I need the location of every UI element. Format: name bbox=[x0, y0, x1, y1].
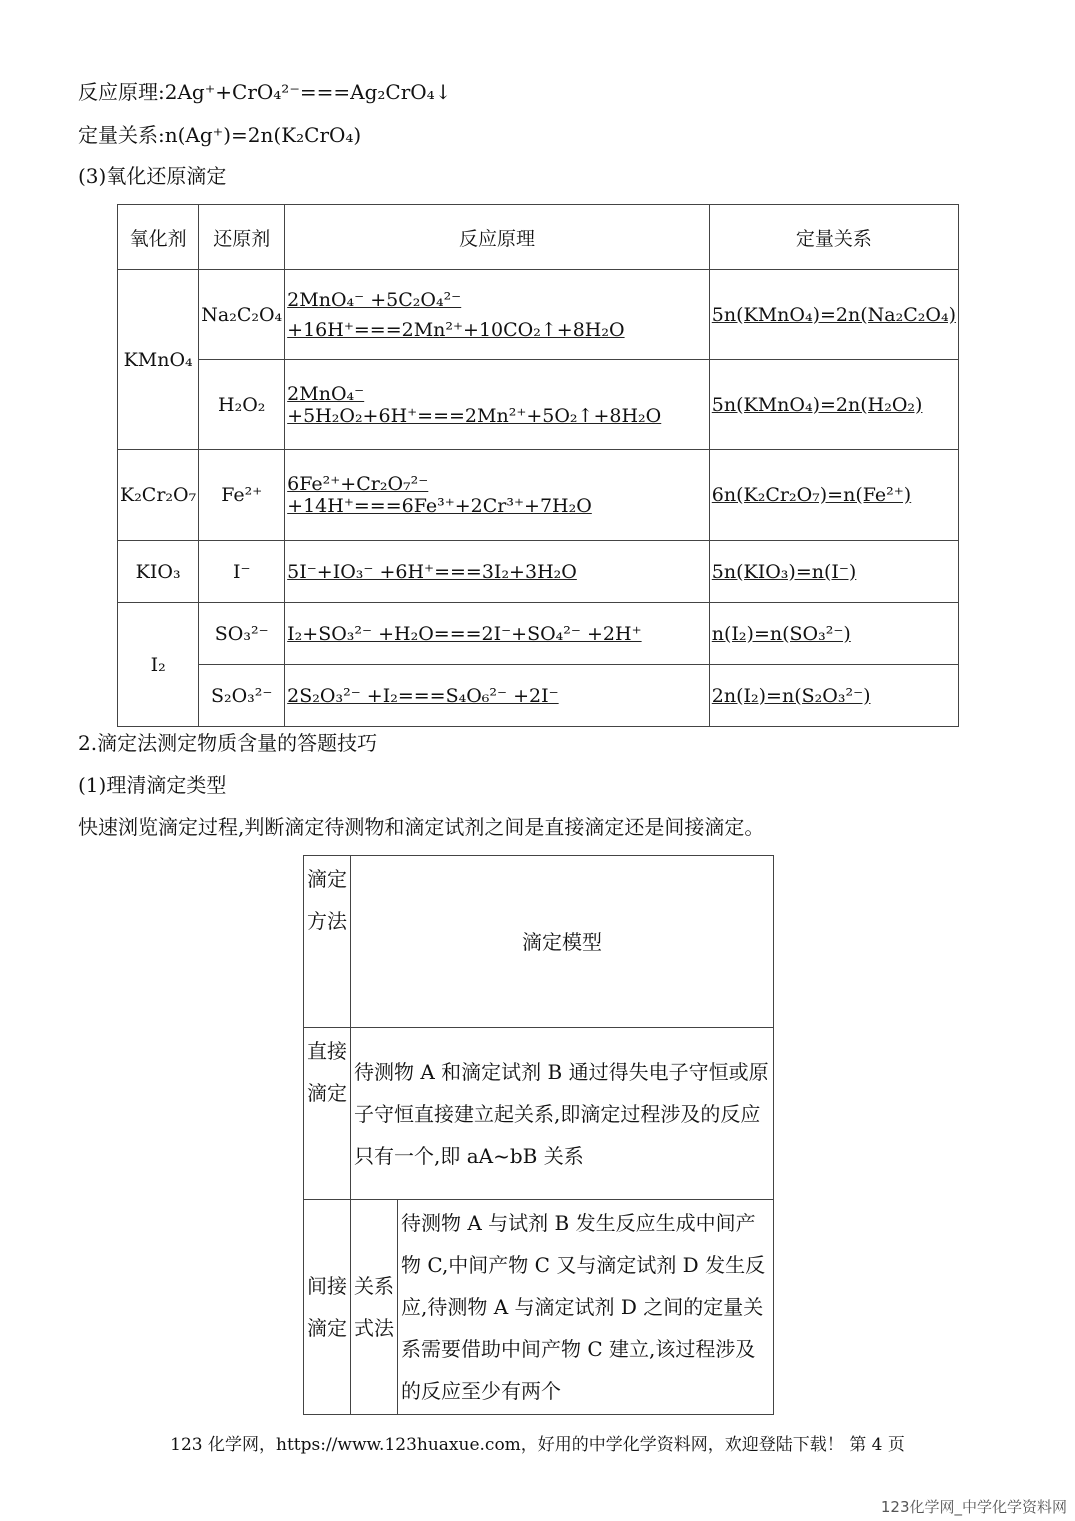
header-model: 滴定模型 bbox=[351, 856, 774, 1028]
site-watermark: 123化学网_中学化学资料网 bbox=[880, 1498, 1067, 1516]
equation-cell: 2S₂O₃²⁻ +I₂===S₄O₆²⁻ +2I⁻ bbox=[285, 665, 710, 727]
equation-cell: I₂+SO₃²⁻ +H₂O===2I⁻+SO₄²⁻ +2H⁺ bbox=[285, 603, 710, 665]
equation-cell: 5I⁻+IO₃⁻ +6H⁺===3I₂+3H₂O bbox=[285, 541, 710, 603]
indirect-titration-label: 间接滴定 bbox=[304, 1200, 351, 1415]
equation-cell: 6Fe²⁺+Cr₂O₇²⁻ +14H⁺===6Fe³⁺+2Cr³⁺+7H₂O bbox=[285, 450, 710, 541]
oxidant-kmno4: KMnO₄ bbox=[118, 270, 199, 450]
relation-cell: 2n(I₂)=n(S₂O₃²⁻) bbox=[709, 665, 958, 727]
quantitative-relation-line: 定量关系:n(Ag⁺)=2n(K₂CrO₄) bbox=[78, 123, 362, 147]
reductant-iodide: I⁻ bbox=[199, 541, 285, 603]
reaction-principle-line: 反应原理:2Ag⁺+CrO₄²⁻===Ag₂CrO₄↓ bbox=[78, 80, 452, 104]
header-principle: 反应原理 bbox=[285, 205, 710, 270]
relation-method-label: 关系式法 bbox=[351, 1200, 398, 1415]
relation-cell: 5n(KMnO₄)=2n(H₂O₂) bbox=[709, 360, 958, 450]
reductant-h2o2: H₂O₂ bbox=[199, 360, 285, 450]
relation-cell: 5n(KMnO₄)=2n(Na₂C₂O₄) bbox=[709, 270, 958, 360]
page-footer: 123 化学网，https://www.123huaxue.com，好用的中学化学资料网，欢迎登陆下载！ 第 4 页 bbox=[170, 1435, 905, 1455]
reductant-s2o3: S₂O₃²⁻ bbox=[199, 665, 285, 727]
header-method: 滴定方法 bbox=[304, 856, 351, 1028]
redox-titration-table bbox=[117, 204, 959, 727]
intro-paragraph: 快速浏览滴定过程,判断滴定待测物和滴定试剂之间是直接滴定还是间接滴定。 bbox=[78, 815, 765, 839]
relation-cell: 6n(K₂Cr₂O₇)=n(Fe²⁺) bbox=[709, 450, 958, 541]
equation-line-2: +16H⁺===2Mn²⁺+10CO₂↑+8H₂O bbox=[287, 318, 625, 341]
equation-cell bbox=[285, 270, 710, 360]
equation-cell: 2MnO₄⁻ +5H₂O₂+6H⁺===2Mn²⁺+5O₂↑+8H₂O bbox=[285, 360, 710, 450]
reductant-so3: SO₃²⁻ bbox=[199, 603, 285, 665]
header-oxidant: 氧化剂 bbox=[118, 205, 199, 270]
relation-cell: 5n(KIO₃)=n(I⁻) bbox=[709, 541, 958, 603]
equation-line-1: 2MnO₄⁻ +5C₂O₄²⁻ bbox=[287, 288, 462, 311]
direct-titration-text: 待测物 A 和滴定试剂 B 通过得失电子守恒或原子守恒直接建立起关系,即滴定过程涉及的反应只有一个,即 aA~bB 关系 bbox=[351, 1028, 774, 1200]
titration-method-table bbox=[303, 855, 774, 1415]
indirect-titration-text: 待测物 A 与试剂 B 发生反应生成中间产物 C,中间产物 C 又与滴定试剂 D 发生反应,待测物 A 与滴定试剂 D 之间的定量关系需要借助中间产物 C 建立,该过程涉及的反应至少有两个 bbox=[398, 1200, 774, 1415]
oxidant-k2cr2o7: K₂Cr₂O₇ bbox=[118, 450, 199, 541]
header-relation: 定量关系 bbox=[709, 205, 958, 270]
direct-titration-label: 直接滴定 bbox=[304, 1028, 351, 1200]
section-heading-redox: (3)氧化还原滴定 bbox=[78, 164, 227, 188]
header-reductant: 还原剂 bbox=[199, 205, 285, 270]
subsection-heading-types: (1)理清滴定类型 bbox=[78, 773, 227, 797]
section-heading-tips: 2.滴定法测定物质含量的答题技巧 bbox=[78, 731, 378, 755]
reductant-na2c2o4: Na₂C₂O₄ bbox=[199, 270, 285, 360]
relation-cell: n(I₂)=n(SO₃²⁻) bbox=[709, 603, 958, 665]
reductant-fe2: Fe²⁺ bbox=[199, 450, 285, 541]
oxidant-kio3: KIO₃ bbox=[118, 541, 199, 603]
oxidant-i2: I₂ bbox=[118, 603, 199, 727]
